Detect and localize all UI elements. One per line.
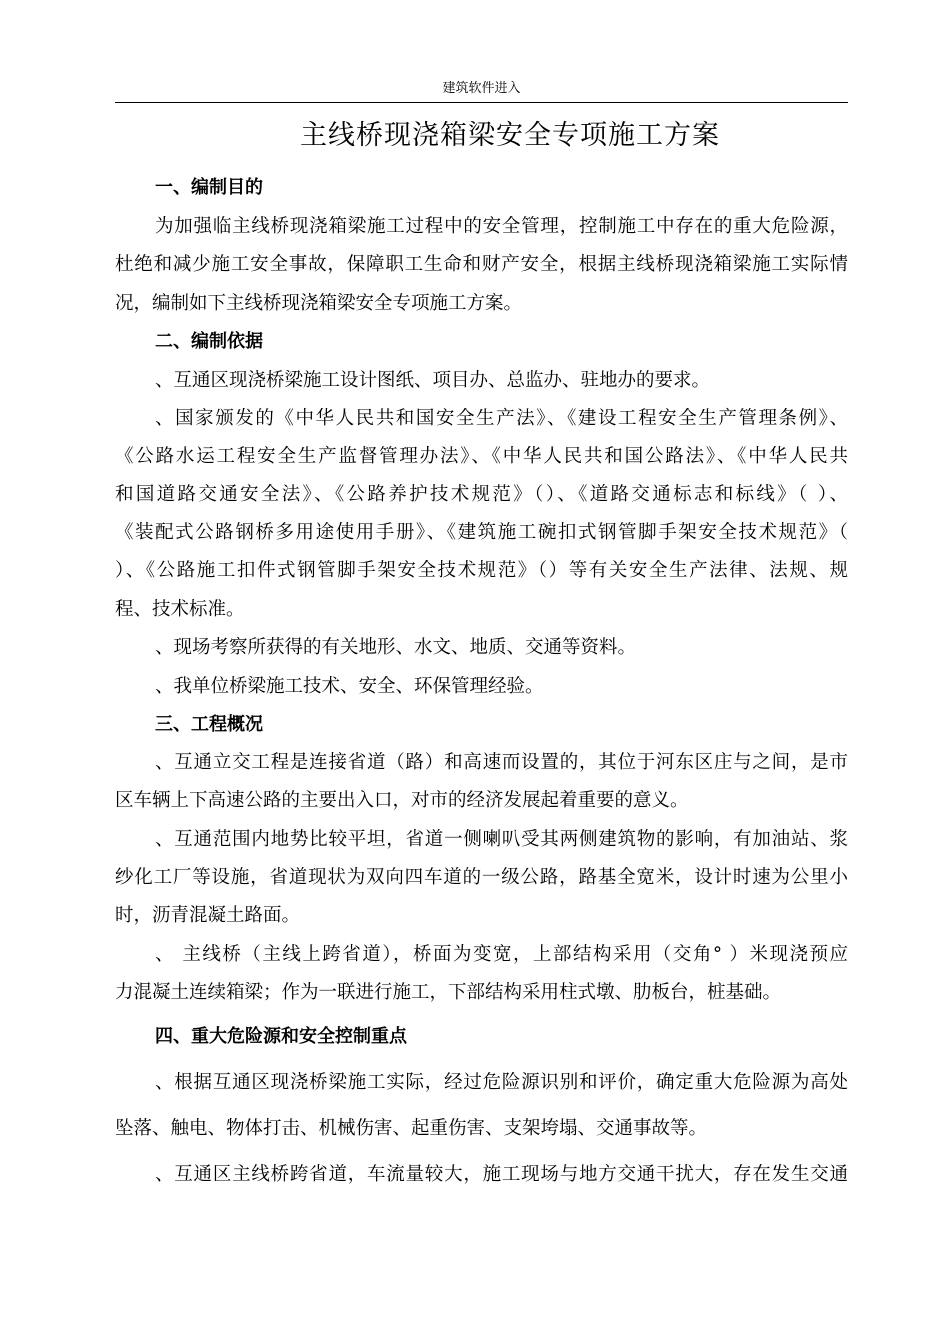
paragraph-line: 纱化工厂等设施，省道现状为双向四车道的一级公路，路基全宽米，设计时速为公里小 (115, 867, 848, 888)
paragraph-line: 、国家颁发的《中华人民共和国安全生产法》、《建设工程安全生产管理条例》、 (155, 408, 848, 429)
section-heading-purpose: 一、编制目的 (155, 177, 263, 198)
paragraph-line: 力混凝土连续箱梁；作为一联进行施工，下部结构采用柱式墩、肋板台，桩基础。 (115, 982, 782, 1003)
paragraph-line: 、互通区现浇桥梁施工设计图纸、项目办、总监办、驻地办的要求。 (155, 370, 711, 391)
paragraph-line: 和国道路交通安全法》、《公路养护技术规范》（）、《道路交通标志和标线》（ ）、 (115, 484, 848, 505)
paragraph-line: 况，编制如下主线桥现浇箱梁安全专项施工方案。 (115, 293, 523, 314)
section-heading-hazards: 四、重大危险源和安全控制重点 (155, 1026, 407, 1047)
paragraph-line: 、我单位桥梁施工技术、安全、环保管理经验。 (155, 676, 544, 697)
paragraph-line: 时，沥青混凝土路面。 (115, 905, 301, 926)
document-title: 主线桥现浇箱梁安全专项施工方案 (300, 120, 720, 151)
paragraph-line: 、根据互通区现浇桥梁施工实际，经过危险源识别和评价，确定重大危险源为高处 (155, 1072, 848, 1093)
header-rule (115, 102, 848, 103)
paragraph-line: 、互通立交工程是连接省道（路）和高速而设置的，其位于河东区庄与之间，是市 (155, 752, 848, 773)
section-heading-overview: 三、工程概况 (155, 714, 263, 735)
paragraph-line: 区车辆上下高速公路的主要出入口，对市的经济发展起着重要的意义。 (115, 790, 689, 811)
paragraph-line: 、互通区主线桥跨省道，车流量较大，施工现场与地方交通干扰大，存在发生交通 (155, 1164, 848, 1185)
paragraph-line: 程、技术标准。 (115, 599, 245, 620)
paragraph-line: 坠落、触电、物体打击、机械伤害、起重伤害、支架垮塌、交通事故等。 (115, 1118, 708, 1139)
paragraph-line: ）、《公路施工扣件式钢管脚手架安全技术规范》（）等有关安全生产法律、法规、规 (115, 560, 848, 581)
paragraph-line: 、互通范围内地势比较平坦，省道一侧喇叭受其两侧建筑物的影响，有加油站、浆 (155, 829, 848, 850)
paragraph-line: 、现场考察所获得的有关地形、水文、地质、交通等资料。 (155, 637, 637, 658)
paragraph-line: 、 主线桥（主线上跨省道），桥面为变宽，上部结构采用（交角° ）米现浇预应 (155, 944, 848, 965)
paragraph-line: 杜绝和减少施工安全事故，保障职工生命和财产安全，根据主线桥现浇箱梁施工实际情 (115, 254, 848, 275)
paragraph-line: 《装配式公路钢桥多用途使用手册》、《建筑施工碗扣式钢管脚手架安全技术规范》（ (115, 522, 848, 543)
paragraph-line: 为加强临主线桥现浇箱梁施工过程中的安全管理，控制施工中存在的重大危险源， (155, 216, 848, 237)
section-heading-basis: 二、编制依据 (155, 331, 263, 352)
page-header: 建筑软件进入 (442, 81, 521, 96)
paragraph-line: 《公路水运工程安全生产监督管理办法》、《中华人民共和国公路法》、《中华人民共 (115, 446, 848, 467)
